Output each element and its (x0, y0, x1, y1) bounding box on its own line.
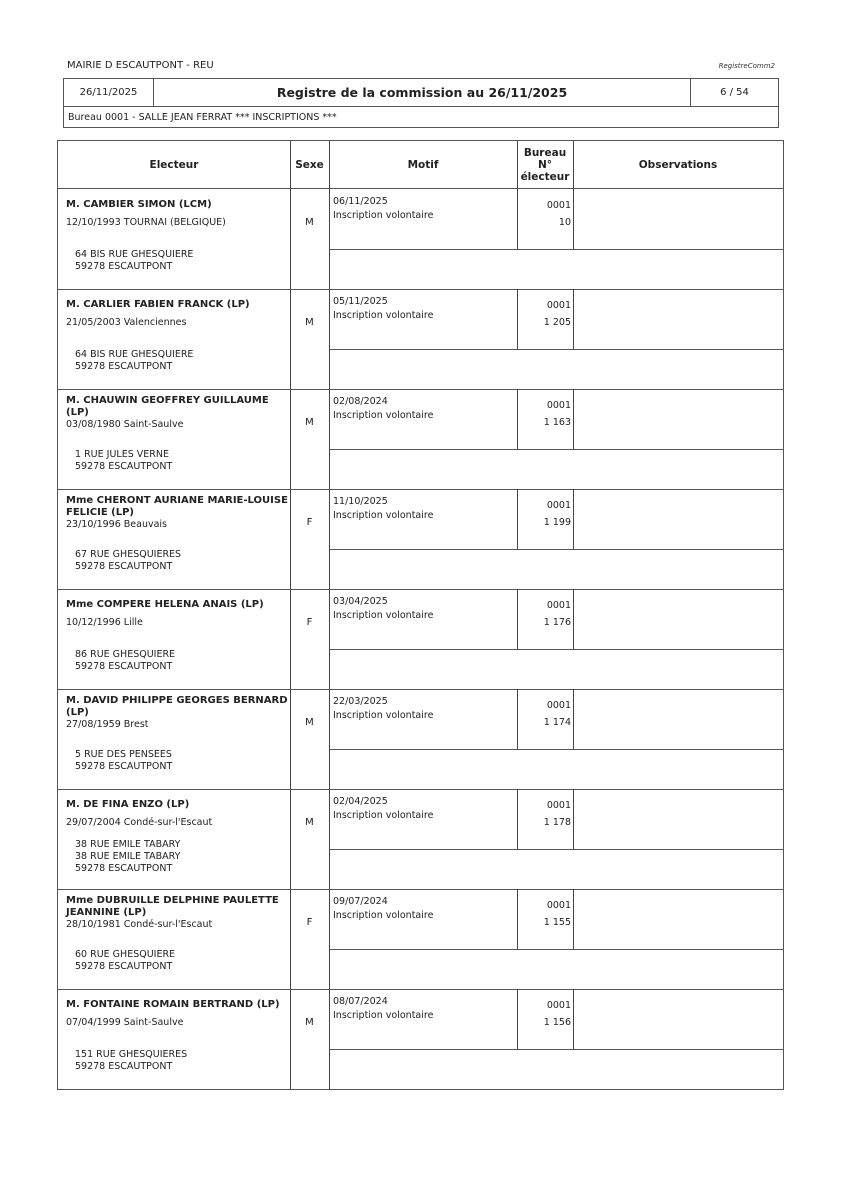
electeur-birth: 21/05/2003 Valenciennes (66, 317, 187, 328)
table-row (58, 289, 783, 389)
motif-text: Inscription volontaire (333, 310, 434, 321)
motif-text: Inscription volontaire (333, 610, 434, 621)
motif-date: 02/04/2025 (333, 796, 388, 807)
row-subdivider (329, 549, 783, 550)
document-header (63, 78, 779, 128)
motif-text: Inscription volontaire (333, 410, 434, 421)
address-line: 59278 ESCAUTPONT (75, 961, 173, 972)
electeur-address (75, 1049, 187, 1073)
address-line: 64 BIS RUE GHESQUIERE (75, 349, 194, 360)
sexe-cell: M (305, 417, 314, 428)
address-line: 59278 ESCAUTPONT (75, 1061, 173, 1072)
address-line: 38 RUE EMILE TABARY (75, 851, 181, 862)
sexe-cell: M (305, 1017, 314, 1028)
electeur-name: M. DE FINA ENZO (LP) (66, 799, 190, 810)
electeur-number: 1 156 (543, 1017, 571, 1028)
electeur-address (75, 449, 172, 473)
electeur-cell (66, 599, 290, 629)
electeur-address (75, 839, 180, 875)
motif-cell (333, 295, 433, 323)
motif-text: Inscription volontaire (333, 810, 434, 821)
column-header-electeur: Electeur (149, 158, 199, 171)
bureau-cell (518, 597, 571, 631)
motif-text: Inscription volontaire (333, 710, 434, 721)
motif-cell (333, 195, 433, 223)
column-divider (573, 141, 574, 189)
header-date: 26/11/2025 (64, 79, 154, 106)
electeur-birth: 12/10/1993 TOURNAI (BELGIQUE) (66, 217, 226, 228)
table-row (58, 389, 783, 489)
column-header-sexe: Sexe (295, 158, 324, 171)
column-header-bureau (517, 141, 573, 188)
sexe-cell: M (305, 317, 314, 328)
electeur-number: 1 199 (543, 517, 571, 528)
sexe-cell: M (305, 717, 314, 728)
electeur-birth: 28/10/1981 Condé-sur-l'Escaut (66, 919, 213, 930)
motif-date: 06/11/2025 (333, 196, 388, 207)
motif-text: Inscription volontaire (333, 1010, 434, 1021)
motif-text: Inscription volontaire (333, 910, 434, 921)
table-row (58, 789, 783, 889)
table-row (58, 889, 783, 989)
electeur-cell (66, 495, 290, 531)
electeur-cell (66, 199, 290, 229)
motif-date: 22/03/2025 (333, 696, 388, 707)
bureau-code: 0001 (546, 800, 571, 811)
electeur-name: M. CARLIER FABIEN FRANCK (LP) (66, 299, 250, 310)
electeur-cell (66, 695, 290, 731)
bureau-cell (518, 897, 571, 931)
motif-cell (333, 695, 433, 723)
electeur-number: 1 205 (543, 317, 571, 328)
electeur-name: Mme CHERONT AURIANE MARIE-LOUISE FELICIE (LP) (66, 495, 288, 518)
electeur-number: 1 174 (543, 717, 571, 728)
organization-label: MAIRIE D ESCAUTPONT - REU (67, 60, 214, 71)
page-number: 6 / 54 (690, 79, 778, 106)
bureau-code: 0001 (546, 300, 571, 311)
motif-date: 05/11/2025 (333, 296, 388, 307)
motif-date: 08/07/2024 (333, 996, 388, 1007)
address-line: 5 RUE DES PENSEES (75, 749, 172, 760)
document-title: Registre de la commission au 26/11/2025 (276, 85, 568, 100)
electeur-address (75, 949, 175, 973)
address-line: 67 RUE GHESQUIERES (75, 549, 182, 560)
electeur-birth: 27/08/1959 Brest (66, 719, 149, 730)
motif-date: 03/04/2025 (333, 596, 388, 607)
address-line: 38 RUE EMILE TABARY (75, 839, 181, 850)
electeur-address (75, 349, 193, 373)
row-subdivider (329, 249, 783, 250)
bureau-code: 0001 (546, 700, 571, 711)
row-subdivider (329, 849, 783, 850)
address-line: 59278 ESCAUTPONT (75, 261, 173, 272)
row-subdivider (329, 1049, 783, 1050)
electeur-address (75, 249, 193, 273)
table-row (58, 689, 783, 789)
bureau-code: 0001 (546, 400, 571, 411)
electeur-name: M. CHAUWIN GEOFFREY GUILLAUME (LP) (66, 395, 269, 418)
electeur-birth: 03/08/1980 Saint-Saulve (66, 419, 184, 430)
electeur-cell (66, 395, 290, 431)
table-row (58, 189, 783, 289)
electeur-cell (66, 299, 290, 329)
motif-text: Inscription volontaire (333, 510, 434, 521)
electeur-name: M. FONTAINE ROMAIN BERTRAND (LP) (66, 999, 280, 1010)
motif-cell (333, 395, 433, 423)
form-reference: RegistreComm2 (718, 62, 775, 70)
column-header-bureau-line1: Bureau (523, 146, 567, 159)
electeur-number: 1 178 (543, 817, 571, 828)
bureau-code: 0001 (546, 900, 571, 911)
motif-cell (333, 795, 433, 823)
sexe-cell: F (306, 917, 313, 928)
motif-cell (333, 895, 433, 923)
address-line: 60 RUE GHESQUIERE (75, 949, 176, 960)
bureau-cell (518, 197, 571, 231)
bureau-cell (518, 497, 571, 531)
address-line: 151 RUE GHESQUIERES (75, 1049, 188, 1060)
register-table (57, 140, 784, 1090)
row-subdivider (329, 649, 783, 650)
electeur-name: Mme DUBRUILLE DELPHINE PAULETTE JEANNINE (LP) (66, 895, 279, 918)
address-line: 59278 ESCAUTPONT (75, 661, 173, 672)
electeur-name: Mme COMPERE HELENA ANAIS (LP) (66, 599, 264, 610)
motif-date: 11/10/2025 (333, 496, 388, 507)
address-line: 86 RUE GHESQUIERE (75, 649, 176, 660)
address-line: 59278 ESCAUTPONT (75, 461, 173, 472)
electeur-cell (66, 999, 290, 1029)
address-line: 59278 ESCAUTPONT (75, 761, 173, 772)
table-row (58, 589, 783, 689)
electeur-cell (66, 799, 290, 829)
address-line: 64 BIS RUE GHESQUIERE (75, 249, 194, 260)
bureau-cell (518, 697, 571, 731)
table-row (58, 989, 783, 1089)
motif-cell (333, 495, 433, 523)
sexe-cell: M (305, 217, 314, 228)
address-line: 59278 ESCAUTPONT (75, 561, 173, 572)
electeur-number: 1 176 (543, 617, 571, 628)
electeur-name: M. DAVID PHILIPPE GEORGES BERNARD (LP) (66, 695, 288, 718)
motif-cell (333, 595, 433, 623)
row-subdivider (329, 349, 783, 350)
electeur-birth: 29/07/2004 Condé-sur-l'Escaut (66, 817, 213, 828)
bureau-line: Bureau 0001 - SALLE JEAN FERRAT *** INSCRIPTIONS *** (68, 111, 337, 123)
address-line: 59278 ESCAUTPONT (75, 361, 173, 372)
motif-text: Inscription volontaire (333, 210, 434, 221)
electeur-birth: 07/04/1999 Saint-Saulve (66, 1017, 184, 1028)
electeur-number: 1 155 (543, 917, 571, 928)
sexe-cell: M (305, 817, 314, 828)
table-row (58, 489, 783, 589)
motif-date: 02/08/2024 (333, 396, 388, 407)
electeur-number: 1 163 (543, 417, 571, 428)
row-subdivider (329, 449, 783, 450)
bureau-cell (518, 297, 571, 331)
bureau-cell (518, 397, 571, 431)
electeur-number: 10 (558, 217, 571, 228)
electeur-birth: 10/12/1996 Lille (66, 617, 143, 628)
electeur-cell (66, 895, 290, 931)
bureau-code: 0001 (546, 500, 571, 511)
bureau-cell (518, 997, 571, 1031)
column-divider (517, 141, 518, 189)
motif-cell (333, 995, 433, 1023)
electeur-address (75, 749, 172, 773)
electeur-name: M. CAMBIER SIMON (LCM) (66, 199, 212, 210)
column-header-bureau-line2: N° (537, 158, 553, 171)
bureau-code: 0001 (546, 200, 571, 211)
electeur-address (75, 649, 175, 673)
row-subdivider (329, 749, 783, 750)
row-subdivider (329, 949, 783, 950)
column-header-bureau-line3: électeur (520, 170, 570, 183)
electeur-address (75, 549, 181, 573)
electeur-birth: 23/10/1996 Beauvais (66, 519, 168, 530)
column-header-motif: Motif (407, 158, 439, 171)
bureau-code: 0001 (546, 1000, 571, 1011)
bureau-code: 0001 (546, 600, 571, 611)
bureau-cell (518, 797, 571, 831)
motif-date: 09/07/2024 (333, 896, 388, 907)
sexe-cell: F (306, 617, 313, 628)
address-line: 1 RUE JULES VERNE (75, 449, 169, 460)
address-line: 59278 ESCAUTPONT (75, 863, 173, 874)
column-header-observations: Observations (638, 158, 718, 171)
sexe-cell: F (306, 517, 313, 528)
